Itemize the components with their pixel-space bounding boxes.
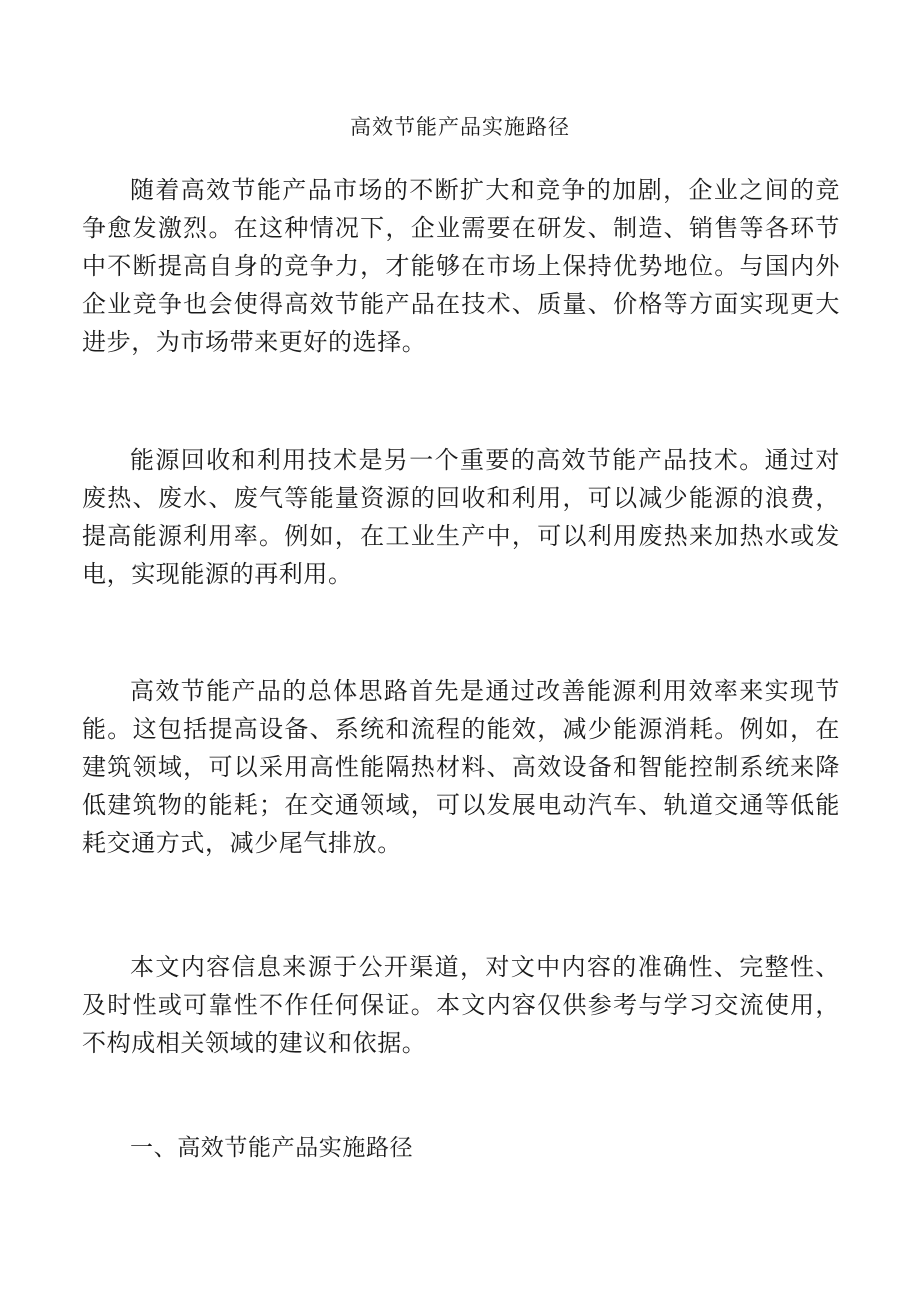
paragraph-overall-approach: 高效节能产品的总体思路首先是通过改善能源利用效率来实现节能。这包括提高设备、系统和流程的能效，减少能源消耗。例如，在建筑领域，可以采用高性能隔热材料、高效设备和智能控制系统来降低建筑物的能耗；在交通领域，可以发展电动汽车、轨道交通等低能耗交通方式，减少尾气排放。 [82,677,840,857]
document-title: 高效节能产品实施路径 [350,115,570,139]
paragraph-market-competition: 随着高效节能产品市场的不断扩大和竞争的加剧，企业之间的竞争愈发激烈。在这种情况下，企业需要在研发、制造、销售等各环节中不断提高自身的竞争力，才能够在市场上保持优势地位。与国内外企业竞争也会使得高效节能产品在技术、质量、价格等方面实现更大进步，为市场带来更好的选择。 [82,176,840,356]
paragraph-energy-recovery: 能源回收和利用技术是另一个重要的高效节能产品技术。通过对废热、废水、废气等能量资源的回收和利用，可以减少能源的浪费，提高能源利用率。例如，在工业生产中，可以利用废热来加热水或发电，实现能源的再利用。 [82,446,840,588]
section-heading: 一、高效节能产品实施路径 [130,1135,414,1161]
paragraph-disclaimer: 本文内容信息来源于公开渠道，对文中内容的准确性、完整性、及时性或可靠性不作任何保证。本文内容仅供参考与学习交流使用，不构成相关领域的建议和依据。 [82,953,840,1057]
